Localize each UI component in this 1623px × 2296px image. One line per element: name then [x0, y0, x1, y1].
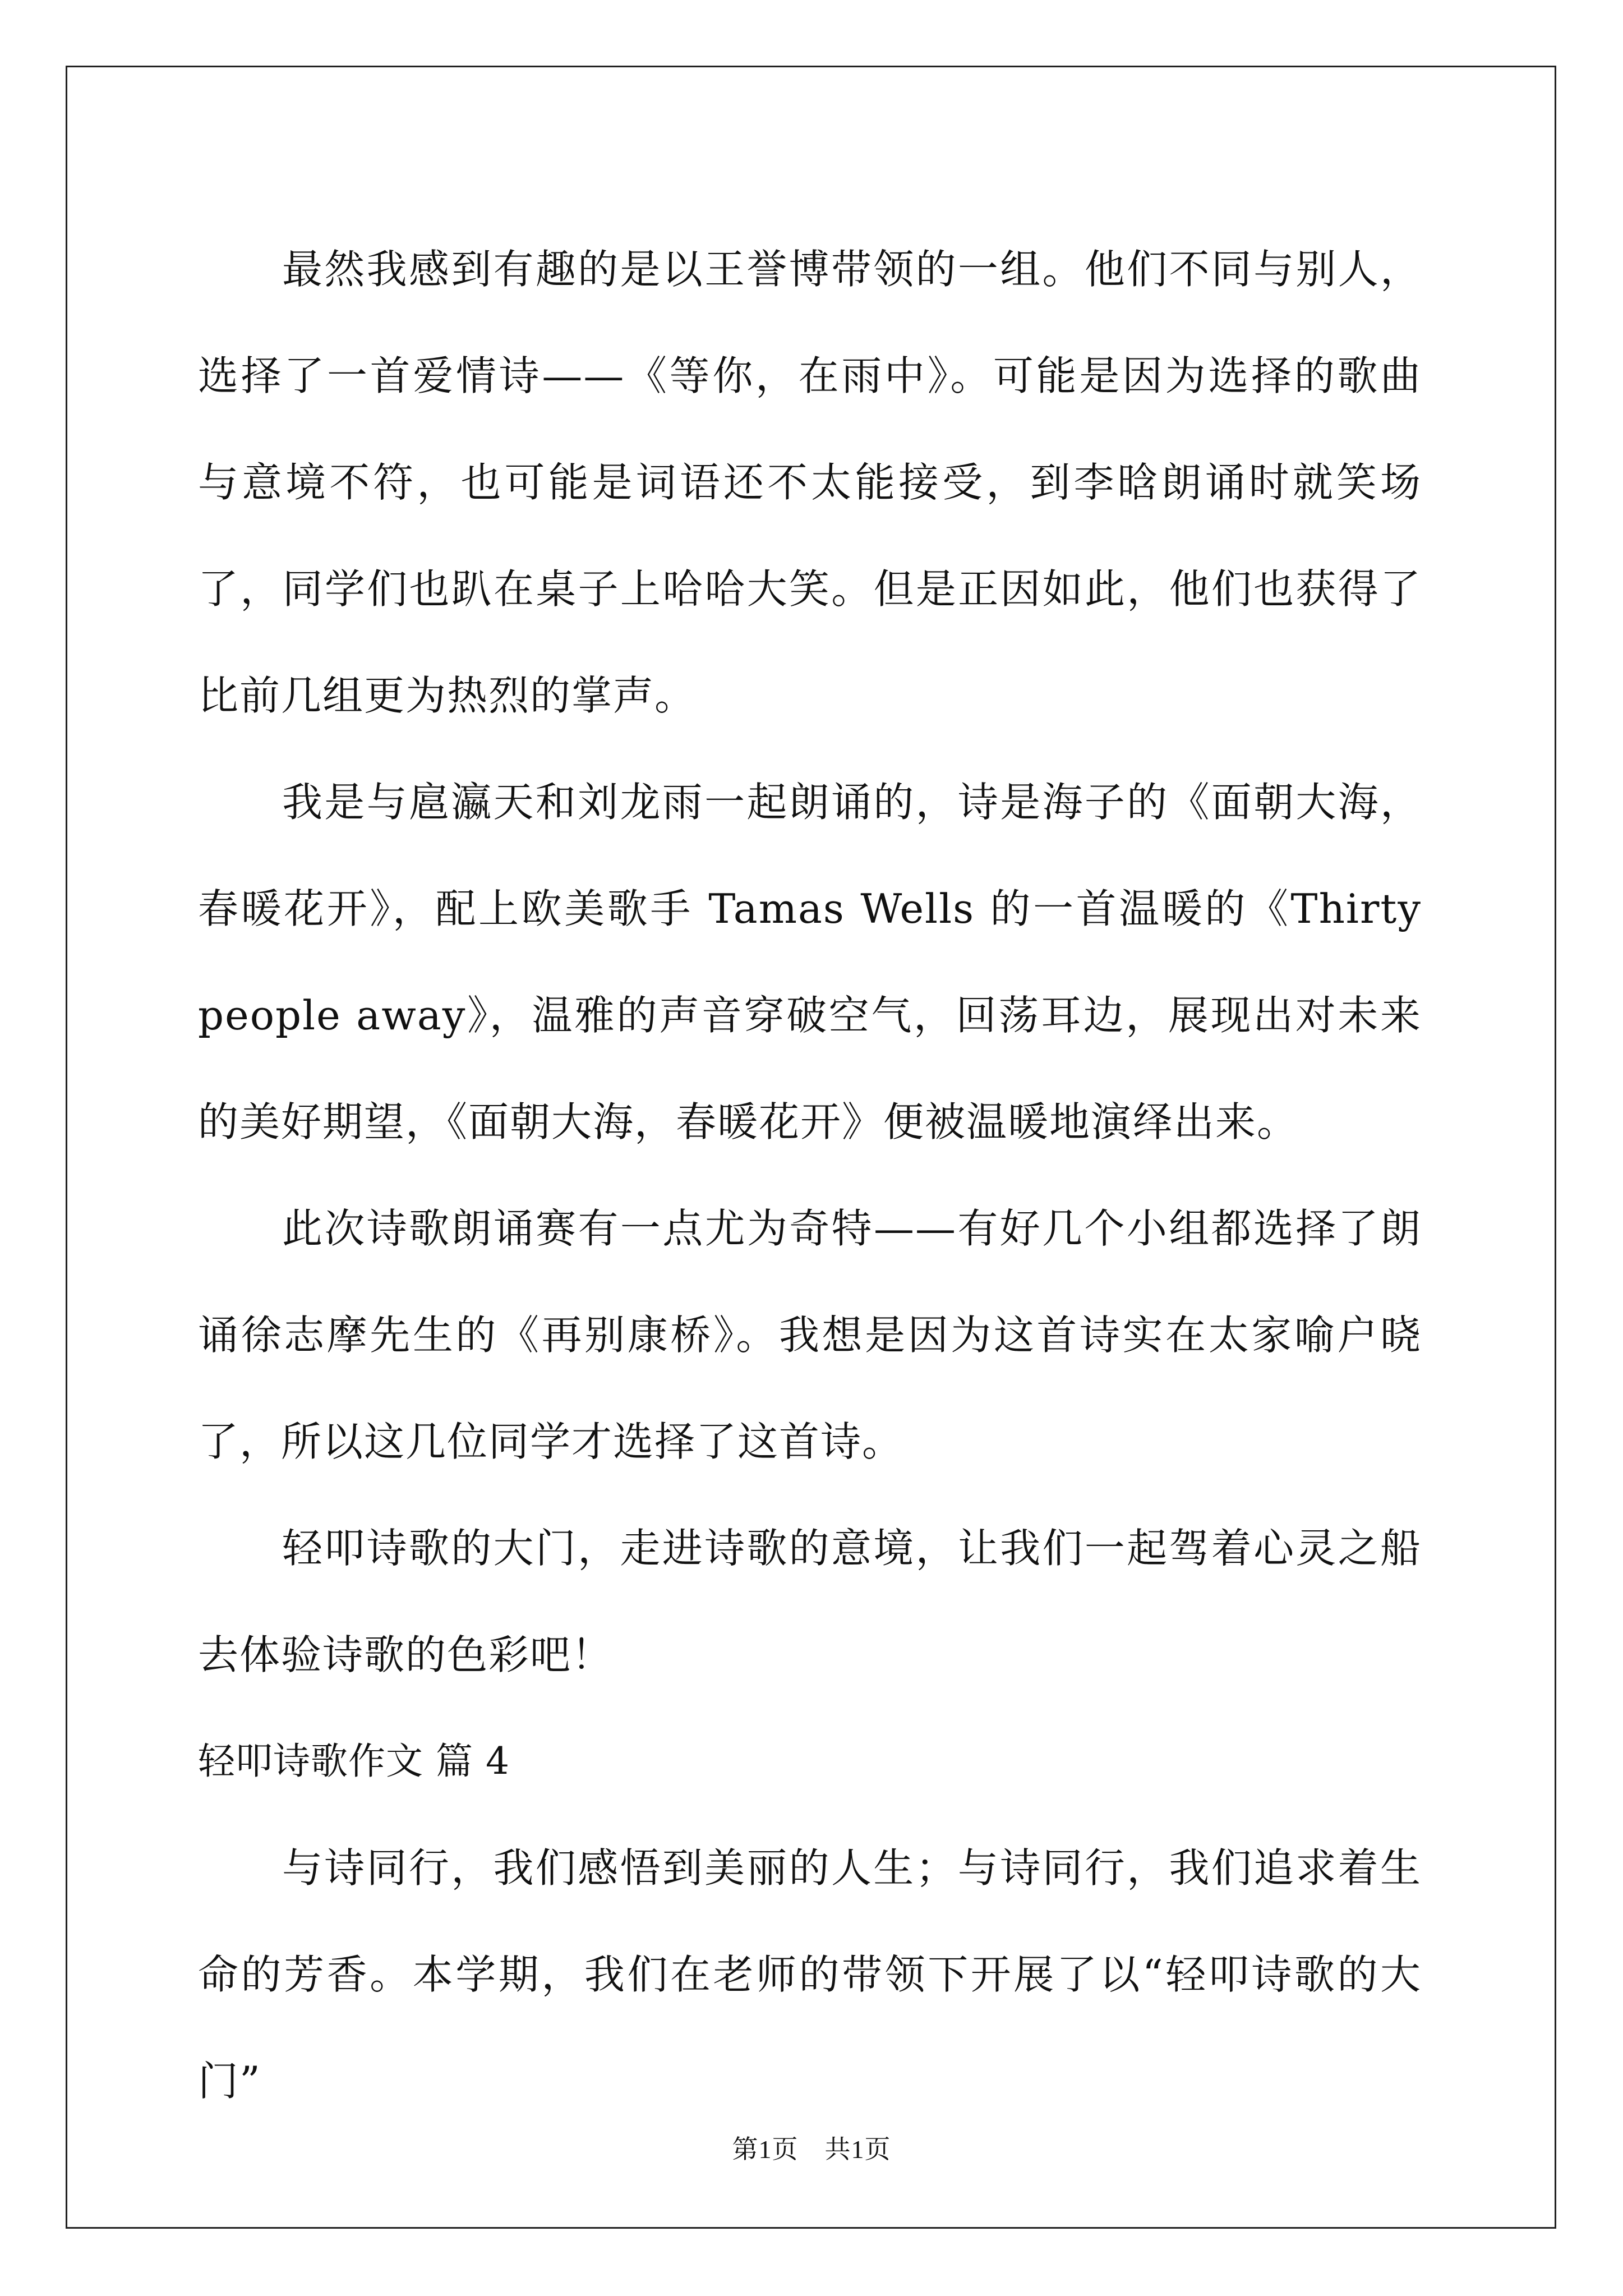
section-paragraph-1: 与诗同行，我们感悟到美丽的人生；与诗同行，我们追求着生命的芳香。本学期，我们在老师的带领下开展了以“轻叩诗歌的大门”	[198, 1844, 1422, 2105]
page-footer: 第1页 共1页	[732, 2135, 891, 2164]
document-body	[198, 216, 1422, 2134]
section-heading: 轻叩诗歌作文 篇 4	[198, 1740, 510, 1783]
paragraph-2: 我是与扈瀛天和刘龙雨一起朗诵的，诗是海子的《面朝大海，春暖花开》，配上欧美歌手 Tamas Wells 的一首温暖的《Thirty people away》，温雅的声音穿破空气，回荡耳边，展现出对未来的美好期望，《面朝大海，春暖花开》便被温暖地演绎出来。	[198, 779, 1422, 1145]
paragraph-4: 轻叩诗歌的大门，走进诗歌的意境，让我们一起驾着心灵之船去体验诗歌的色彩吧！	[198, 1525, 1422, 1678]
paragraph-1: 最然我感到有趣的是以王誉博带领的一组。他们不同与别人，选择了一首爱情诗——《等你，在雨中》。可能是因为选择的歌曲与意境不符，也可能是词语还不太能接受，到李晗朗诵时就笑场了，同学们也趴在桌子上哈哈大笑。但是正因如此，他们也获得了比前几组更为热烈的掌声。	[198, 246, 1422, 719]
paragraph-3: 此次诗歌朗诵赛有一点尤为奇特——有好几个小组都选择了朗诵徐志摩先生的《再别康桥》。我想是因为这首诗实在太家喻户晓了，所以这几位同学才选择了这首诗。	[198, 1205, 1422, 1465]
